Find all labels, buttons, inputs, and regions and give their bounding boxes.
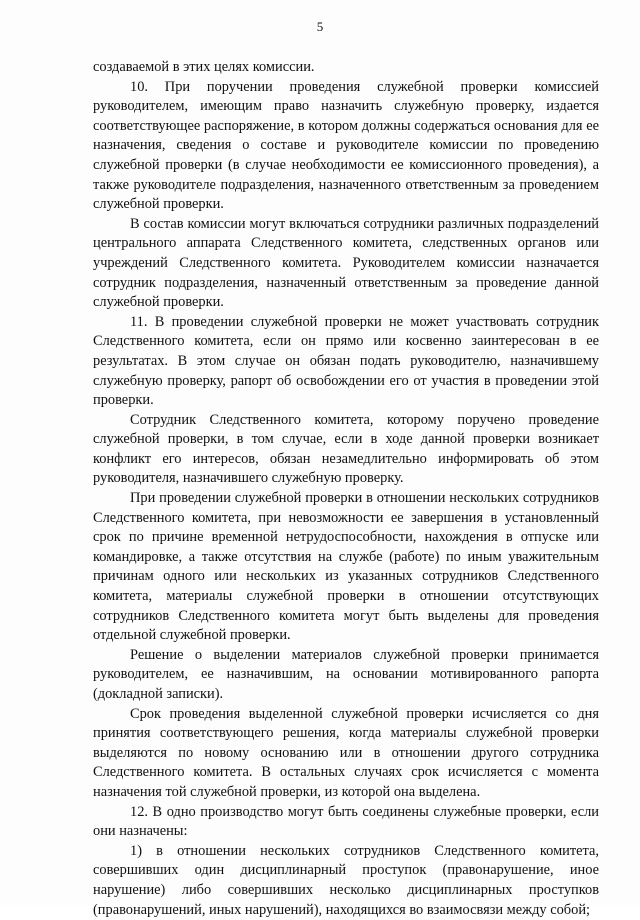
paragraph-item-11: 11. В проведении служебной проверки не может участвовать сотрудник Следственного комитета, если он прямо или косвенно заинтересован в ее результатах. В этом случае он обязан подать руководителю, назначившему служебную проверку, рапорт об освобождении его от участия в проведении этой проверки. bbox=[93, 313, 599, 409]
paragraph-item-10: 10. При поручении проведения служебной проверки комиссией руководителем, имеющим право назначить служебную проверку, издается соответствующее распоряжение, в котором должны содержаться основания для ее назначения, сведения о составе и руководителе комиссии по проведению служебной проверки (в случае необходимости ее комиссионного проведения), а также руководителе подразделения, назначенного ответственным за проведением служебной проверки. bbox=[93, 78, 599, 213]
paragraph-subitem-1: 1) в отношении нескольких сотрудников Следственного комитета, совершивших один дисциплинарный проступок (правонарушение, иное нарушение) либо совершивших несколько дисциплинарных проступков (правонарушений, иных нарушений), находящихся во взаимосвязи между собой; bbox=[93, 842, 599, 918]
paragraph-separation-decision: Решение о выделении материалов служебной проверки принимается руководителем, ее назначившим, на основании мотивированного рапорта (докладной записки). bbox=[93, 646, 599, 702]
paragraph-separation-term: Срок проведения выделенной служебной проверки исчисляется со дня принятия соответствующего решения, когда материалы служебной проверки выделяются по новому основанию или в отношении другого сотрудника Следственного комитета. В остальных случаях срок исчисляется с момента назначения той служебной проверки, из которой она выделена. bbox=[93, 705, 599, 800]
paragraph-continuation: создаваемой в этих целях комиссии. bbox=[93, 59, 315, 75]
paragraph-conflict-of-interest: Сотрудник Следственного комитета, которому поручено проведение служебной проверки, в том случае, если в ходе данной проверки возникает конфликт его интересов, обязан незамедлительно информировать об этом руководителя, назначившего служебную проверку. bbox=[93, 411, 599, 487]
paragraph-separation-of-materials: При проведении служебной проверки в отношении нескольких сотрудников Следственного комитета, при невозможности ее завершения в установленный срок по причине временной нетрудоспособности, нахождения в отпуске или командировке, а также отсутствия на службе (работе) по иным уважительным причинам одного или нескольких из указанных сотрудников Следственного комитета, материалы служебной проверки в отношении отсутствующих сотрудников Следственного комитета могут быть выделены для проведения отдельной служебной проверки. bbox=[93, 490, 599, 644]
paragraph-commission-composition: В состав комиссии могут включаться сотрудники различных подразделений центрального аппарата Следственного комитета, следственных органов или учреждений Следственного комитета. Руководителем комиссии назначается сотрудник подразделения, назначенный ответственным за проведение данной служебной проверки. bbox=[93, 215, 599, 311]
paragraph-item-12: 12. В одно производство могут быть соединены служебные проверки, если они назначены: bbox=[93, 803, 599, 840]
page-number: 5 bbox=[316, 19, 324, 34]
document-body bbox=[93, 58, 599, 920]
